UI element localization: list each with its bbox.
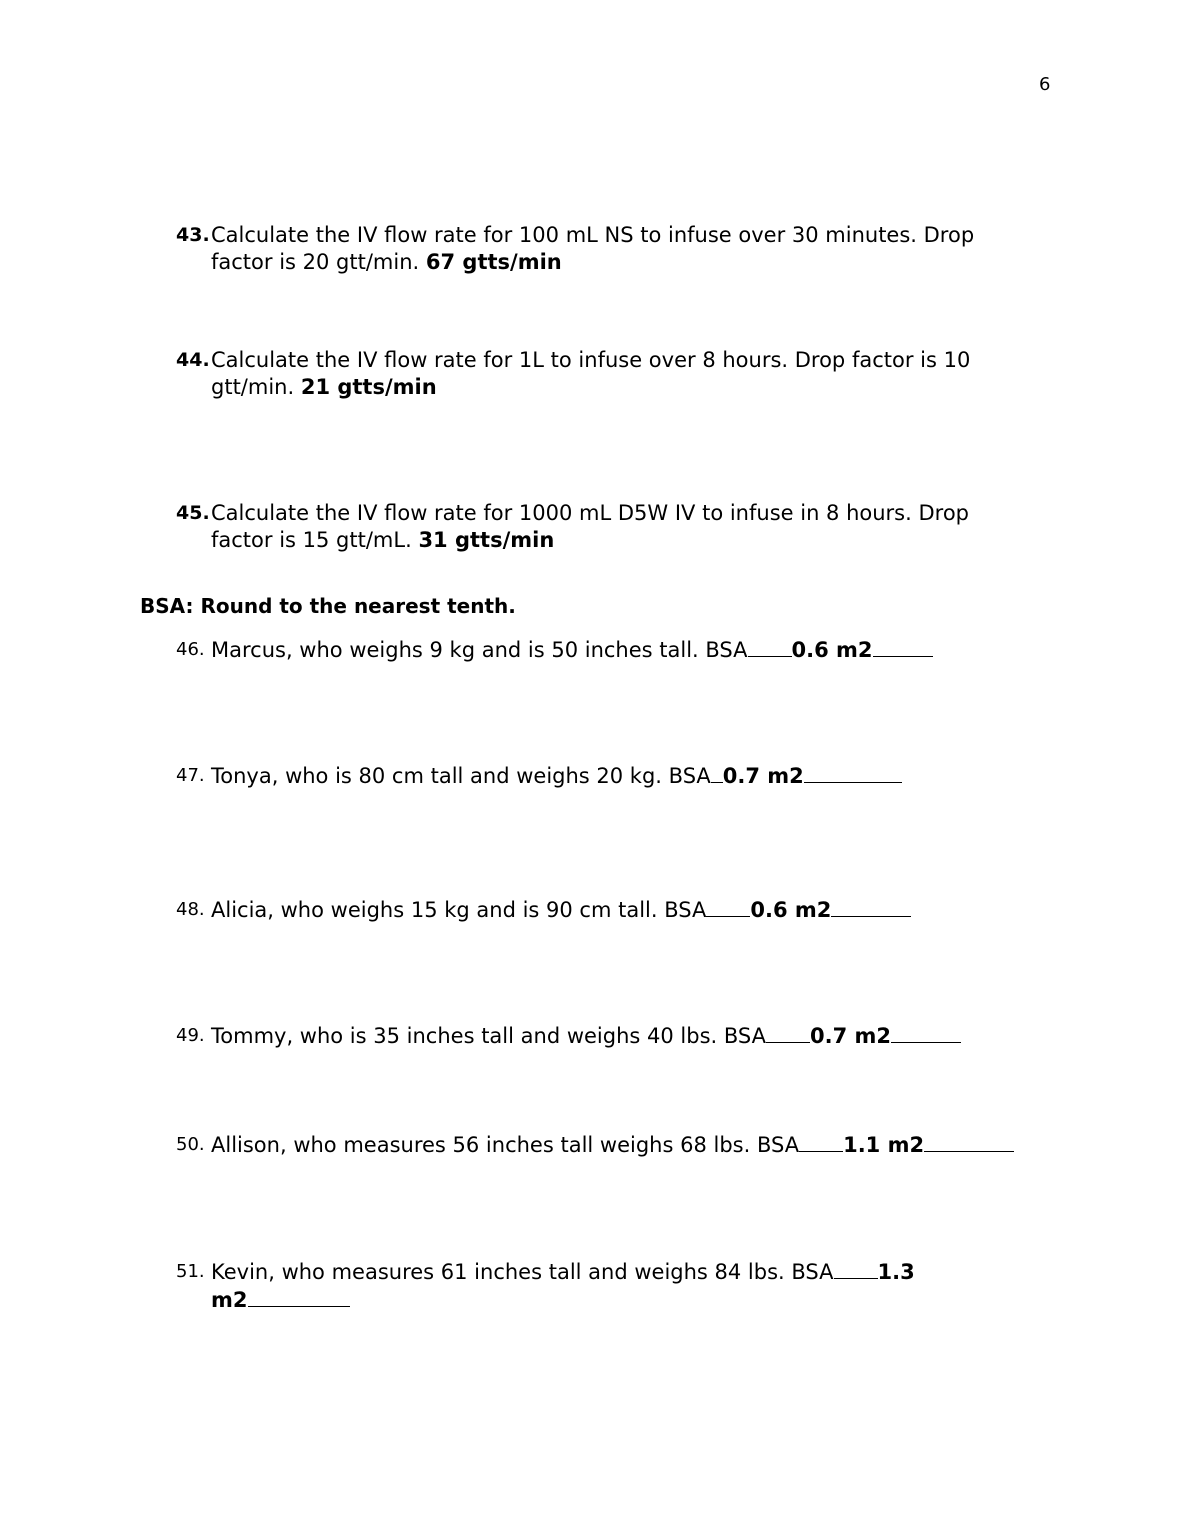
question-46	[176, 636, 1036, 664]
answer: 21 gtts/min	[300, 375, 437, 399]
question-51	[176, 1258, 1036, 1314]
answer-blank	[804, 762, 902, 783]
answer-blank	[834, 1258, 878, 1279]
question-text: Tommy, who is 35 inches tall and weighs 40 lbs. BSA	[211, 1024, 766, 1048]
question-text: Calculate the IV flow rate for 1L to infuse over 8 hours. Drop factor is 10	[211, 348, 971, 372]
answer: 1.3	[877, 1260, 915, 1284]
question-number: 49.	[176, 1025, 205, 1046]
answer-blank	[891, 1022, 961, 1043]
question-50	[176, 1131, 1036, 1159]
answer-blank	[748, 636, 792, 657]
answer: 67 gtts/min	[425, 250, 562, 274]
question-text: gtt/min.	[211, 375, 301, 399]
question-text: Alicia, who weighs 15 kg and is 90 cm tall. BSA	[211, 898, 707, 922]
question-text: Tonya, who is 80 cm tall and weighs 20 kg. BSA	[211, 764, 711, 788]
question-number: 44.	[176, 349, 210, 371]
question-44	[176, 347, 1036, 401]
answer-blank	[248, 1286, 350, 1307]
question-45	[176, 500, 1036, 554]
answer: m2	[211, 1288, 248, 1312]
question-48	[176, 896, 1036, 924]
question-49	[176, 1022, 1036, 1050]
answer-blank	[711, 762, 723, 783]
answer: 1.1 m2	[843, 1133, 925, 1157]
answer-blank	[831, 896, 911, 917]
question-47	[176, 762, 1036, 790]
question-number: 43.	[176, 224, 210, 246]
question-number: 45.	[176, 502, 210, 524]
answer: 0.7 m2	[722, 764, 804, 788]
question-number: 50.	[176, 1134, 205, 1155]
question-text: Calculate the IV flow rate for 1000 mL D5W IV to infuse in 8 hours. Drop	[211, 501, 969, 525]
question-text: Kevin, who measures 61 inches tall and weighs 84 lbs. BSA	[211, 1260, 834, 1284]
question-text: Allison, who measures 56 inches tall weighs 68 lbs. BSA	[211, 1133, 800, 1157]
question-number: 47.	[176, 765, 205, 786]
page-number: 6	[1039, 74, 1051, 95]
answer: 0.6 m2	[791, 638, 873, 662]
question-text: Marcus, who weighs 9 kg and is 50 inches tall. BSA	[211, 638, 748, 662]
answer: 31 gtts/min	[418, 528, 555, 552]
answer-blank	[766, 1022, 810, 1043]
question-number: 48.	[176, 899, 205, 920]
answer-blank	[873, 636, 933, 657]
question-number: 51.	[176, 1261, 205, 1282]
answer-blank	[706, 896, 750, 917]
question-text: Calculate the IV flow rate for 100 mL NS to infuse over 30 minutes. Drop	[211, 223, 975, 247]
question-number: 46.	[176, 639, 205, 660]
question-43	[176, 222, 1036, 276]
answer-blank	[799, 1131, 843, 1152]
answer: 0.7 m2	[809, 1024, 891, 1048]
answer-blank	[924, 1131, 1014, 1152]
answer: 0.6 m2	[750, 898, 832, 922]
question-text: factor is 20 gtt/min.	[211, 250, 426, 274]
question-text: factor is 15 gtt/mL.	[211, 528, 419, 552]
section-heading: BSA: Round to the nearest tenth.	[140, 594, 516, 618]
